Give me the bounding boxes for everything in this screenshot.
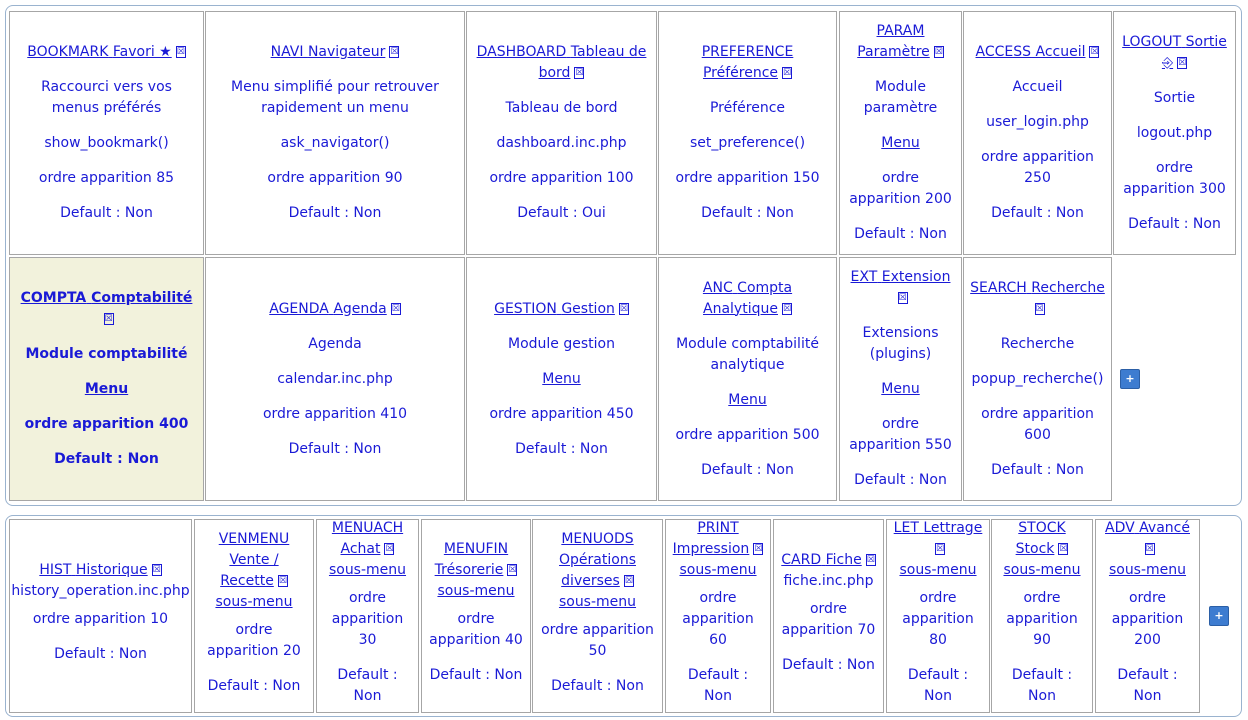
menu-cell-compta [9,257,204,501]
menu-link-agenda[interactable] [269,301,386,317]
menu-cell-adv [1095,519,1200,713]
menu-description: Extensions (plugins) [862,325,939,362]
delete-icon[interactable]: ☒ [1178,57,1187,68]
menu-link-compta[interactable] [21,290,193,306]
menu-cell-navi [205,11,465,255]
menu-default: Default : Non [701,205,794,221]
menu-file: fiche.inc.php [783,572,874,589]
menu-order: ordre apparition 250 [981,149,1094,186]
add-menu-button-bottom[interactable]: + [1209,606,1229,626]
menu-order: ordre apparition 100 [489,170,634,186]
menu-order: ordre apparition 85 [38,170,175,186]
menu-description: Sortie [1153,89,1196,106]
menu-title [846,21,955,63]
menu-default: Default : Non [54,646,147,662]
menu-code: STOCK [1018,520,1066,536]
menu-cell-gestion [466,257,657,501]
menu-submenu-link[interactable]: Menu [881,135,920,151]
delete-icon[interactable]: ☒ [619,303,628,314]
delete-icon[interactable]: ☒ [754,544,763,554]
sous-menu-link[interactable]: sous-menu [437,583,515,599]
menu-submenu-row [881,133,919,154]
menu-title [473,42,650,84]
menu-code: VENMENU [218,530,290,547]
menu-title [39,560,161,581]
menu-default: Default : Non [1011,667,1073,704]
menu-title [976,42,1100,63]
menu-link-print[interactable] [673,520,750,557]
menu-default: Default : Non [991,205,1084,221]
menu-code: MENUACH [331,520,404,536]
menu-cell-access [963,11,1112,255]
menu-submenu-link[interactable]: Menu [728,391,767,408]
delete-icon[interactable]: ☒ [385,544,394,554]
menu-description: Menu simplifié pour retrouver rapidement un menu [231,79,439,116]
menu-link-navi[interactable] [271,44,386,60]
sous-menu-link[interactable]: sous-menu [1108,562,1187,578]
sous-menu-link[interactable]: sous-menu [679,562,757,578]
menu-file: popup_recherche() [971,370,1104,387]
menu-cell-hist [9,519,192,713]
menu-label: Préférence [702,65,779,81]
menu-order: ordre apparition 550 [849,416,952,453]
menu-title [893,518,983,560]
menu-file: calendar.inc.php [277,370,393,387]
menu-link-hist[interactable] [39,562,147,578]
delete-icon[interactable]: ☒ [176,47,185,57]
menu-cell-anc [658,257,837,501]
menu-code: MENUODS [561,530,634,547]
menu-link-preference[interactable] [702,44,794,81]
menu-order: ordre apparition 200 [849,170,952,207]
menu-label: Historique [75,562,148,578]
menu-label: Lettrage [923,520,983,536]
menu-link-param[interactable] [857,23,930,60]
sous-menu-link[interactable]: sous-menu [1003,562,1081,578]
menu-code: PRINT [697,520,739,536]
menu-order: ordre apparition 90 [1006,590,1078,648]
menu-title [539,529,656,592]
menu-default: Default : Non [551,677,644,694]
menu-order: ordre apparition 600 [981,405,1094,443]
menu-order: ordre apparition 10 [32,611,169,627]
menu-cell-logout [1113,11,1236,255]
menu-default: Default : Non [701,461,794,478]
menu-default: Default : Non [687,667,749,704]
menu-description: Recherche [1000,335,1075,352]
menu-description: Module comptabilité analytique [676,335,819,373]
menu-title [1102,518,1193,560]
menu-code: ANC [702,279,733,296]
delete-icon[interactable]: ☒ [936,544,945,554]
sous-menu-link[interactable]: sous-menu [215,593,293,610]
menu-code: DASHBOARD [476,44,567,60]
menu-code: COMPTA [20,290,87,306]
delete-icon[interactable]: ☒ [391,303,400,314]
menu-order: ordre apparition 200 [1111,590,1184,648]
menu-default: Default : Non [60,205,153,221]
menu-label: Sortie ⎆ [1161,33,1227,71]
menu-label: Avancé [1139,520,1190,536]
menu-link-access[interactable] [976,44,1086,60]
sous-menu-row [437,581,514,602]
menu-cell-search [963,257,1112,501]
menu-link-gestion[interactable] [494,301,615,317]
menu-order: ordre apparition 500 [675,426,820,443]
menu-order: ordre apparition 20 [207,621,301,659]
menu-code: AGENDA [269,300,329,317]
menu-file: show_bookmark() [44,135,169,151]
menu-description: Préférence [709,100,786,116]
menu-label: Favori ★ [112,44,172,60]
delete-icon[interactable]: ☒ [390,47,399,57]
menu-default: Default : Non [54,451,159,467]
menu-code: ADV [1105,520,1135,536]
menu-order: ordre apparition 40 [429,611,523,648]
menu-label: Paramètre [857,44,930,60]
menu-label: Extension [881,269,951,285]
sous-menu-row [559,592,636,613]
menu-code: GESTION [494,300,557,317]
menu-title [998,518,1086,560]
menu-label: Opérations diverses [559,551,636,589]
menu-description: Module gestion [508,335,615,352]
menu-cell-param [839,11,962,255]
menu-label: Compta Analytique [703,279,793,317]
menu-cell-dashboard [466,11,657,255]
delete-icon[interactable]: ☒ [1145,544,1154,554]
delete-icon[interactable]: ☒ [782,303,792,314]
menu-description: Raccourci vers vos menus préférés [41,79,172,116]
menu-order: ordre apparition 410 [262,405,408,422]
menu-file: ask_navigator() [280,135,390,151]
menu-code: SEARCH [970,279,1027,296]
menu-order: ordre apparition 90 [267,170,403,186]
menu-file: user_login.php [986,114,1089,130]
menu-title [1120,32,1229,74]
menu-link-bookmark[interactable] [27,44,171,60]
menu-default: Default : Non [1117,667,1178,704]
menu-title [27,42,185,63]
menu-label: Impression [672,541,750,557]
menu-code: HIST [39,562,72,578]
menu-title [846,267,955,309]
menu-title [781,550,875,571]
menu-default: Default : Oui [517,205,606,221]
menu-order: ordre apparition 150 [675,170,820,186]
delete-icon[interactable]: ☒ [624,575,633,586]
menu-default: Default : Non [288,440,382,457]
menu-label: Achat [340,541,381,557]
menu-default: Default : Non [515,440,608,457]
sous-menu-row [679,560,756,581]
menu-order: ordre apparition 300 [1123,159,1226,197]
menu-title [494,299,629,320]
menu-submenu-link[interactable]: Menu [84,381,129,397]
sous-menu-row [1003,560,1080,581]
menu-title [665,42,830,84]
delete-icon[interactable]: ☒ [508,565,517,575]
menu-file: history_operation.inc.php [11,583,190,599]
menu-order: ordre apparition 50 [541,621,654,659]
menu-cell-menuach [316,519,419,713]
menu-file: dashboard.inc.php [496,135,627,151]
menu-default: Default : Non [854,226,947,242]
menu-link-menufin[interactable] [435,541,509,578]
menu-link-anc[interactable] [703,280,792,317]
menu-description: Module comptabilité [25,346,188,362]
menu-label: Accueil [1035,44,1086,60]
menu-code: MENUFIN [443,541,509,557]
delete-icon[interactable]: ☒ [934,47,943,57]
menu-label: Fiche [825,551,862,568]
menu-title [665,278,830,320]
menu-title [16,288,197,330]
menu-title [271,42,400,63]
menu-title [269,299,400,320]
menu-link-let[interactable] [894,520,983,536]
menu-order: ordre apparition 450 [489,405,634,422]
delete-icon[interactable]: ☒ [152,565,161,575]
menu-cell-ext [839,257,962,501]
menu-link-adv[interactable] [1105,520,1190,536]
menu-cell-stock [991,519,1093,713]
menu-code: LOGOUT [1122,33,1182,50]
sous-menu-link[interactable]: sous-menu [328,562,407,578]
menu-link-search[interactable] [970,280,1105,296]
menu-order: ordre apparition 70 [781,600,876,638]
menu-title [970,278,1105,320]
menu-cell-menuods [532,519,663,713]
menu-link-ext[interactable] [851,269,951,285]
menu-label: Trésorerie [434,562,504,578]
menu-cell-venmenu [194,519,314,713]
delete-icon[interactable]: ☒ [278,575,287,586]
menu-order: ordre apparition 400 [24,416,189,432]
menu-cell-let [886,519,990,713]
menu-code: PARAM [876,23,925,39]
menu-submenu-link[interactable]: Menu [881,381,920,397]
menu-label: Comptabilité [91,290,193,306]
menu-code: ACCESS [975,44,1032,60]
menu-title [201,529,307,592]
menu-title [323,518,412,560]
menu-order: ordre apparition 80 [902,590,974,648]
menu-link-logout[interactable] [1122,34,1227,71]
menu-cell-print [665,519,771,713]
menu-submenu-link[interactable]: Menu [542,370,581,387]
menu-label: Recherche [1031,279,1105,296]
menu-description: Tableau de bord [505,100,618,116]
menu-submenu-row [881,379,919,400]
delete-icon[interactable]: ☒ [898,293,907,303]
menu-description: Agenda [308,335,362,352]
menu-default: Default : Non [337,667,398,704]
menu-code: LET [893,520,919,536]
menu-file: logout.php [1136,124,1213,141]
menu-code: CARD [781,551,822,568]
sous-menu-row [1109,560,1186,581]
menu-submenu-row [542,369,580,390]
delete-icon[interactable]: ☒ [866,554,875,565]
menu-default: Default : Non [907,667,969,704]
menu-cell-bookmark [9,11,204,255]
menu-code: PREFERENCE [701,44,794,60]
sous-menu-row [215,592,292,613]
menu-label: Vente / Recette [220,551,279,589]
add-menu-button-top[interactable]: + [1120,369,1140,389]
menu-cell-menufin [421,519,531,713]
menu-label: Agenda [333,300,387,317]
sous-menu-link[interactable]: sous-menu [558,593,637,610]
menu-code: EXT [850,269,878,285]
menu-label: Navigateur [307,44,386,60]
delete-icon[interactable]: ☒ [783,68,792,78]
menu-cell-card [773,519,884,713]
menu-description: Accueil [1012,79,1063,95]
sous-menu-link[interactable]: sous-menu [899,562,977,578]
menu-title [672,518,764,560]
menu-link-card[interactable] [781,552,861,568]
sous-menu-row [899,560,976,581]
menu-default: Default : Non [429,667,523,683]
menu-code: BOOKMARK [27,44,109,60]
menu-default: Default : Non [854,472,947,488]
delete-icon[interactable]: ☒ [104,314,113,324]
menu-default: Default : Non [207,677,301,694]
menu-cell-preference [658,11,837,255]
menu-title [428,539,524,581]
menu-code: NAVI [270,44,304,60]
menu-default: Default : Non [1128,215,1221,232]
sous-menu-row [329,560,406,581]
menu-default: Default : Non [991,461,1084,478]
menu-link-dashboard[interactable] [477,44,647,81]
menu-cell-agenda [205,257,465,501]
menu-submenu-row [728,390,766,411]
delete-icon[interactable]: ☒ [575,68,584,78]
menu-default: Default : Non [288,205,382,221]
delete-icon[interactable]: ☒ [1090,47,1099,57]
menu-default: Default : Non [782,656,875,673]
menu-label: Stock [1015,541,1055,557]
menu-file: set_preference() [689,135,806,151]
menu-description: Module paramètre [863,79,938,116]
menu-label: Tableau de bord [538,44,647,81]
delete-icon[interactable]: ☒ [1035,303,1044,314]
menu-submenu-row [85,379,128,400]
menu-label: Gestion [561,300,615,317]
delete-icon[interactable]: ☒ [1059,544,1068,554]
menu-order: ordre apparition 30 [331,590,404,648]
menu-order: ordre apparition 60 [682,590,754,648]
